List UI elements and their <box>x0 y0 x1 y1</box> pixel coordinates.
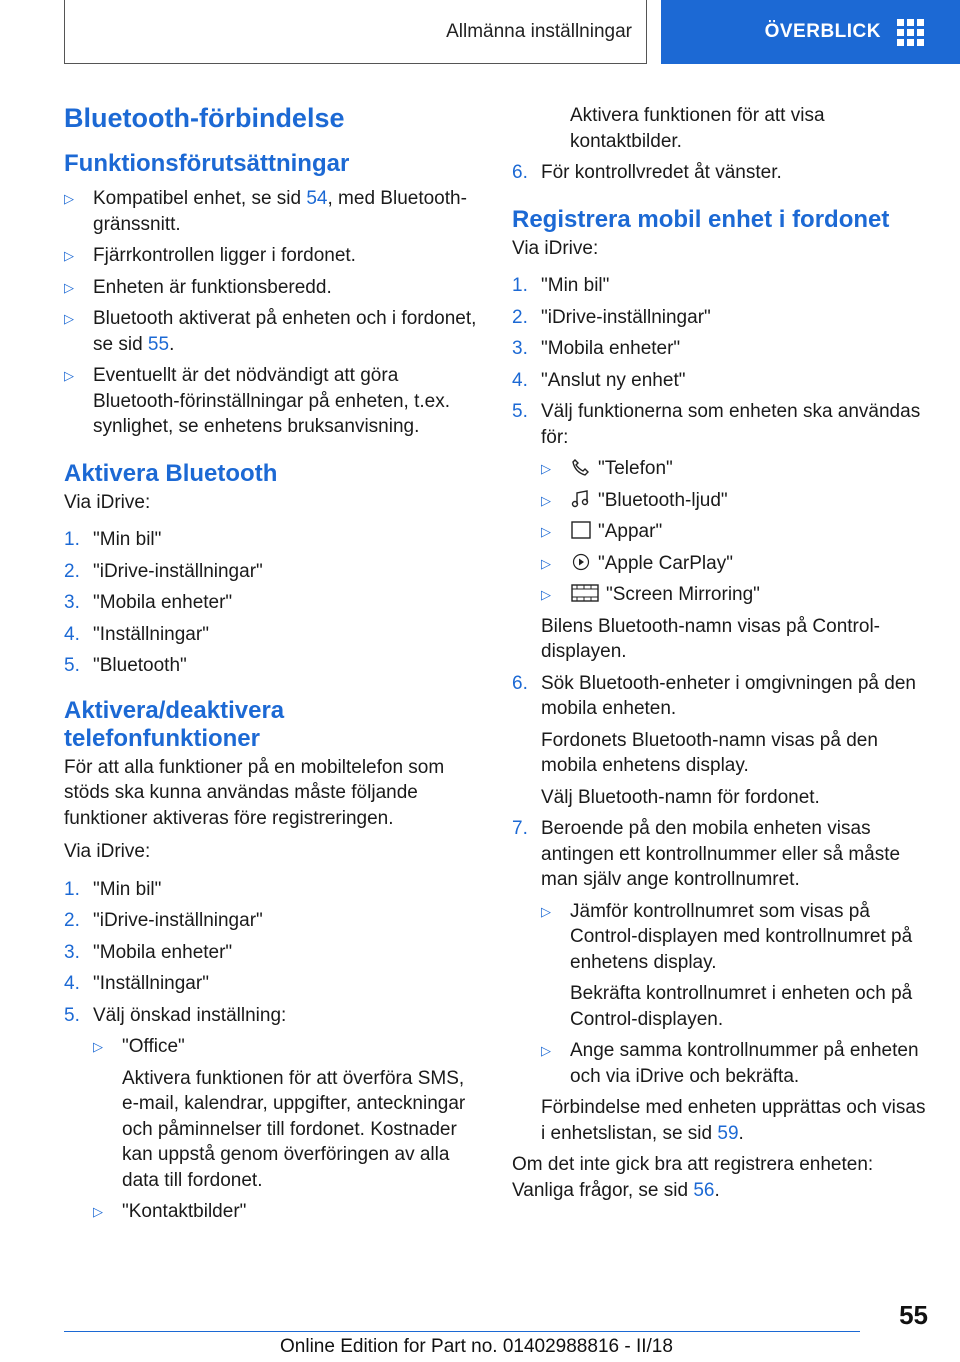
failure-note: Om det inte gick bra att registrera enheten: Vanliga frågor, se sid 56. <box>512 1154 874 1201</box>
list-item: 5. Välj önskad inställning: ▷ "Office" Aktivera funktionen för att överföra SMS, e-mail, kalendrar, uppgifter, anteckningar och påminnelser till fordonet. Kostnader kan uppstå genom överföringen av alla data till fordonet. ▷ "Kontaktbilder" <box>64 1003 484 1225</box>
page-link[interactable]: 55 <box>147 333 170 355</box>
step-note: Välj Bluetooth-namn för fordonet. <box>541 786 820 808</box>
list-item: 5. Välj funktionerna som enheten ska användas för: ▷ "Telefon" ▷ "Bluetooth-ljud" ▷ "Appar" ▷ "Apple CarPlay" ▷ "Screen Mirroring" Bilens Bluetooth-namn visas på Control-displayen. <box>512 399 932 665</box>
triangle-bullet-icon: ▷ <box>93 1039 103 1054</box>
list-item: ▷ "Screen Mirroring" <box>541 582 932 608</box>
list-item: 6. Sök Bluetooth-enheter i omgivningen på den mobila enheten. Fordonets Bluetooth-namn visas på den mobila enhetens display. Välj Bluetooth-namn för fordonet. <box>512 671 932 811</box>
play-circle-icon <box>570 553 592 571</box>
phone-options <box>93 1034 484 1225</box>
step-note: Bekräfta kontrollnumret i enheten och på Control-displayen. <box>570 983 913 1030</box>
list-item: ▷ "Bluetooth-ljud" <box>541 488 932 514</box>
list-item: 3. "Mobila enheter" <box>64 941 233 963</box>
step-note: Fordonets Bluetooth-namn visas på den mobila enhetens display. <box>541 729 878 776</box>
apps-icon <box>570 521 592 539</box>
triangle-bullet-icon: ▷ <box>64 248 74 263</box>
right-column <box>512 103 932 1203</box>
triangle-bullet-icon: ▷ <box>64 368 74 383</box>
list-item: 1. "Min bil" <box>64 529 162 550</box>
list-item: 2. "iDrive-inställningar" <box>512 306 711 328</box>
page-link[interactable]: 56 <box>693 1179 715 1201</box>
triangle-bullet-icon: ▷ <box>541 461 551 476</box>
phone-via: Via iDrive: <box>64 841 151 862</box>
triangle-bullet-icon: ▷ <box>541 555 551 571</box>
prereq-list <box>64 186 484 440</box>
continued-steps <box>512 160 932 186</box>
triangle-bullet-icon: ▷ <box>64 311 74 326</box>
list-item: ▷ "Appar" <box>541 519 932 545</box>
list-item: ▷ Eventuellt är det nödvändigt att göra Bluetooth-förinställningar på enheten, t.ex. synlighet, se enhetens bruksanvisning. <box>64 365 451 437</box>
continued-description: Aktivera funktionen för att visa kontaktbilder. <box>570 105 825 152</box>
list-item: ▷ "Kontaktbilder" <box>93 1199 484 1225</box>
step-note: Bilens Bluetooth-namn visas på Control-displayen. <box>541 615 881 662</box>
list-item: 1. "Min bil" <box>64 878 162 900</box>
section-title: Allmänna inställningar <box>446 20 632 42</box>
page-link[interactable]: 54 <box>306 188 328 209</box>
list-item: 3. "Mobila enheter" <box>512 338 681 359</box>
prereq-heading: Funktionsförutsättningar <box>64 150 350 177</box>
triangle-bullet-icon: ▷ <box>541 903 551 919</box>
section-tab <box>64 0 647 64</box>
phone-intro: För att alla funktioner på en mobiltelefon som stöds ska kunna användas måste följande funktioner aktiveras före registreringen. <box>64 756 445 829</box>
list-item: ▷ Bluetooth aktiverat på enheten och i fordonet, se sid 55. <box>64 308 477 355</box>
activate-heading: Aktivera Bluetooth <box>64 459 278 487</box>
list-item: ▷ "Apple CarPlay" <box>541 551 932 577</box>
list-item: 6. För kontrollvredet åt vänster. <box>512 162 782 183</box>
list-item: 4. "Inställningar" <box>64 973 209 994</box>
list-item: 7. Beroende på den mobila enheten visas antingen ett kontrollnummer eller så måste man själv ange kontrollnumret. ▷ Jämför kontrollnumret som visas på Control-displayen med kontrollnumret på enhetens display. Bekräfta kontrollnumret i enheten och på Control-displayen. ▷ Ange samma kontrollnummer på enheten och via iDrive och bekräfta. Förbindelse med enheten upprättas och visas i enhetslistan, se sid 59. <box>512 816 932 1146</box>
triangle-bullet-icon: ▷ <box>93 1204 103 1219</box>
list-item: 2. "iDrive-inställningar" <box>64 910 263 931</box>
triangle-bullet-icon: ▷ <box>541 492 551 508</box>
option-description: Aktivera funktionen för att överföra SMS, e-mail, kalendrar, uppgifter, anteckningar och påminnelser till fordonet. Kostnader kan uppstå genom överföringen av alla data till fordonet. <box>122 1067 466 1191</box>
phone-heading: Aktivera/deaktivera telefonfunktioner <box>64 696 285 752</box>
function-options <box>541 456 932 608</box>
phone-steps <box>64 877 484 1225</box>
footer-text: Online Edition for Part no. 01402988816 - II/18 <box>280 1336 673 1357</box>
page-link[interactable]: 59 <box>717 1122 739 1144</box>
list-item: 4. "Anslut ny enhet" <box>512 369 686 391</box>
page-title: Bluetooth-förbindelse <box>64 103 345 133</box>
register-intro: Via iDrive: <box>512 237 599 259</box>
check-options <box>541 899 932 1090</box>
triangle-bullet-icon: ▷ <box>64 191 74 206</box>
page-number: 55 <box>899 1300 928 1330</box>
register-steps <box>512 273 932 1146</box>
list-item: 4. "Inställningar" <box>64 623 209 645</box>
list-item: 3. "Mobila enheter" <box>64 592 233 613</box>
activate-steps <box>64 527 484 679</box>
phone-icon <box>570 458 592 476</box>
register-heading: Registrera mobil enhet i fordonet <box>512 205 890 233</box>
footer-divider <box>64 1331 860 1332</box>
list-item: 5. "Bluetooth" <box>64 655 187 676</box>
music-note-icon <box>570 490 592 508</box>
triangle-bullet-icon: ▷ <box>541 1043 551 1058</box>
triangle-bullet-icon: ▷ <box>541 587 551 602</box>
left-column <box>64 96 484 1231</box>
overview-label: ÖVERBLICK <box>764 21 881 42</box>
step-note: Förbindelse med enheten upprättas och visas i enhetslistan, se sid 59. <box>541 1097 926 1144</box>
grid-icon <box>897 19 924 46</box>
list-item: ▷ "Telefon" <box>541 456 932 482</box>
triangle-bullet-icon: ▷ <box>64 279 74 295</box>
triangle-bullet-icon: ▷ <box>541 524 551 539</box>
list-item: 1. "Min bil" <box>512 275 610 296</box>
list-item: ▷ Enheten är funktionsberedd. <box>64 275 484 301</box>
list-item: ▷ Fjärrkontrollen ligger i fordonet. <box>64 243 484 269</box>
list-item: 2. "iDrive-inställningar" <box>64 560 263 582</box>
overview-nav-button[interactable] <box>661 0 960 64</box>
activate-intro: Via iDrive: <box>64 491 151 513</box>
list-item: ▷ Kompatibel enhet, se sid 54, med Bluetooth-gränssnitt. <box>64 188 467 235</box>
screen-mirroring-icon <box>570 584 600 602</box>
list-item: ▷ "Office" Aktivera funktionen för att överföra SMS, e-mail, kalendrar, uppgifter, anteckningar och påminnelser till fordonet. Kostnader kan uppstå genom överföringen av alla data till fordonet. <box>93 1034 484 1193</box>
list-item: ▷ Ange samma kontrollnummer på enheten och via iDrive och bekräfta. <box>541 1040 919 1087</box>
list-item: ▷ Jämför kontrollnumret som visas på Control-displayen med kontrollnumret på enhetens display. Bekräfta kontrollnumret i enheten och på Control-displayen. <box>541 899 932 1033</box>
